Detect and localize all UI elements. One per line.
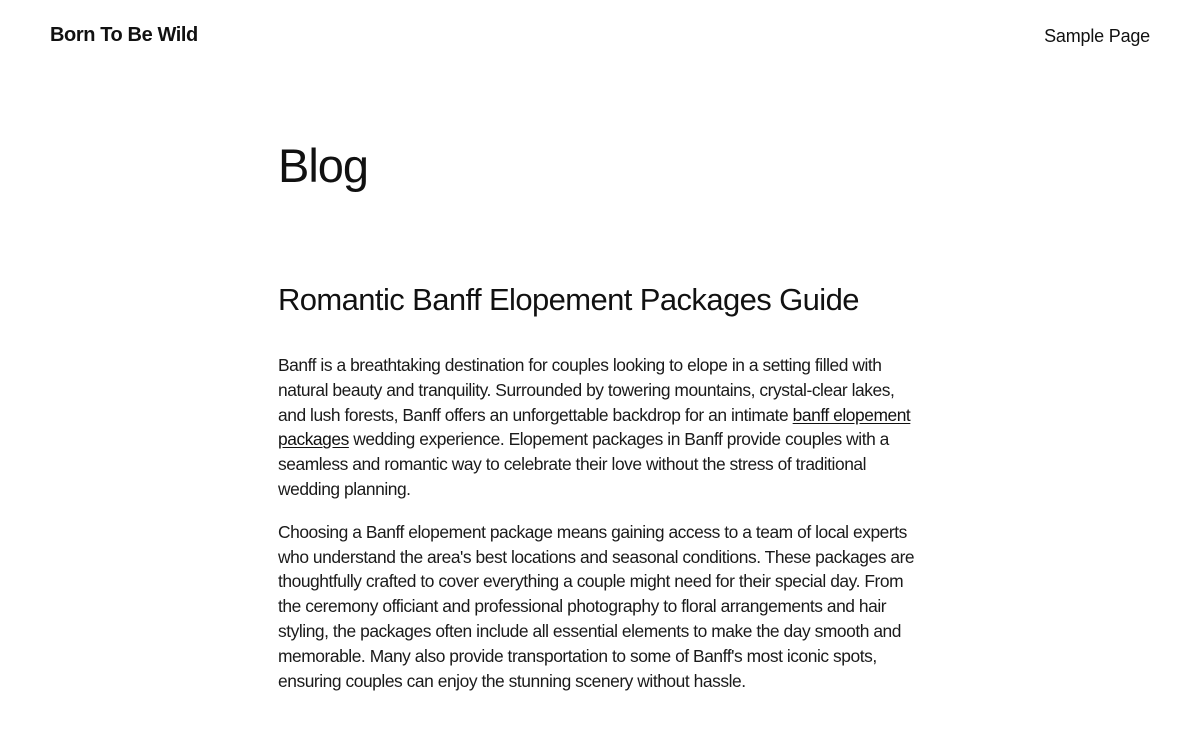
page-title: Blog [278,139,369,192]
post-title[interactable] [278,280,859,320]
paragraph-1-text-before: Banff is a breathtaking destination for couples looking to elope in a setting filled with natural beauty and tranquility. Surrounded by towering mountains, crystal-clear lakes, and lush forests, Banff offers an unforgettable backdrop for an intimate [278,355,895,425]
post-title-text[interactable]: Romantic Banff Elopement Packages Guide [278,282,859,317]
banff-elopement-packages-link[interactable]: banff elopement packages [278,404,911,450]
site-header [0,0,1200,72]
post-paragraph-2: Choosing a Banff elopement package means gaining access to a team of local experts who understand the area's best locations and seasonal conditions. These packages are thoughtfully crafted to cover everything a couple might need for their special day. From the ceremony officiant and professional photography to floral arrangements and hair styling, the packages often include all essential elements to make the day smooth and memorable. Many also provide transportation to some of Banff's most iconic spots, ensuring couples can enjoy the stunning scenery without hassle. [278,521,915,691]
site-title-link[interactable]: Born To Be Wild [50,24,198,46]
post-body [278,353,926,711]
paragraph-1-text-after: wedding experience. Elopement packages in Banff provide couples with a seamless and romantic way to celebrate their love without the stress of traditional wedding planning. [278,429,889,499]
nav-sample-page-link[interactable]: Sample Page [1044,26,1150,46]
post-paragraph-1 [278,353,926,502]
